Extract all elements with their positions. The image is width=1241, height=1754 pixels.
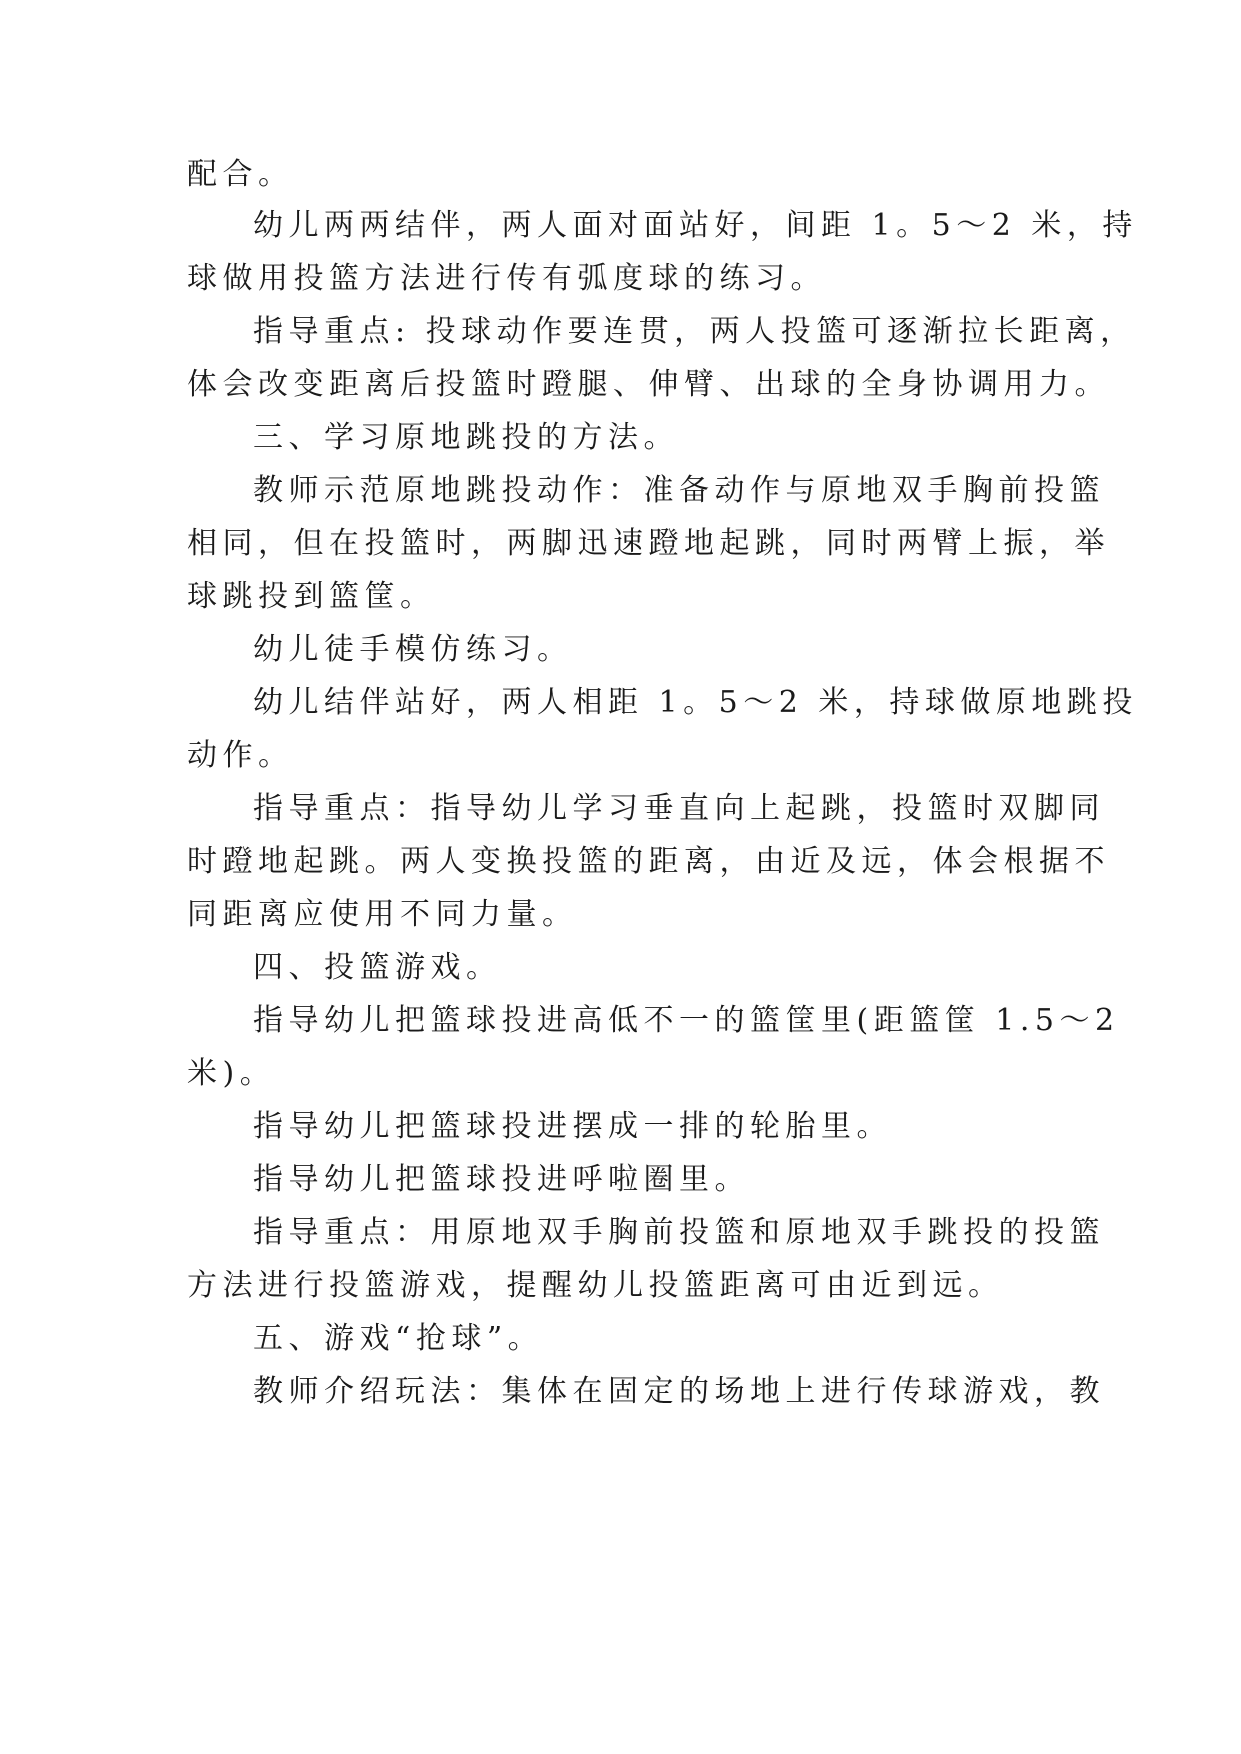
text-line: 教师示范原地跳投动作：准备动作与原地双手胸前投篮 xyxy=(253,473,1105,508)
text-line: 幼儿结伴站好，两人相距 1。5～2 米，持球做原地跳投 xyxy=(253,685,1138,720)
text-line: 指导幼儿把篮球投进呼啦圈里。 xyxy=(253,1162,750,1197)
text-line: 指导重点：指导幼儿学习垂直向上起跳，投篮时双脚同 xyxy=(253,791,1105,826)
text-line: 教师介绍玩法：集体在固定的场地上进行传球游戏，教 xyxy=(253,1374,1105,1409)
text-line: 方法进行投篮游戏，提醒幼儿投篮距离可由近到远。 xyxy=(187,1268,1004,1303)
text-line: 幼儿徒手模仿练习。 xyxy=(253,632,573,667)
text-line: 指导重点：用原地双手胸前投篮和原地双手跳投的投篮 xyxy=(253,1215,1105,1250)
text-line: 时蹬地起跳。两人变换投篮的距离，由近及远，体会根据不 xyxy=(187,844,1110,879)
section-heading: 五、游戏“抢球”。 xyxy=(253,1321,544,1356)
text-line: 配合。 xyxy=(187,157,294,192)
text-line: 米)。 xyxy=(187,1056,276,1091)
text-line: 球做用投篮方法进行传有弧度球的练习。 xyxy=(187,261,826,296)
section-heading: 四、投篮游戏。 xyxy=(253,950,502,985)
text-line: 动作。 xyxy=(187,738,294,773)
text-line: 体会改变距离后投篮时蹬腿、伸臂、出球的全身协调用力。 xyxy=(187,367,1110,402)
section-heading: 三、学习原地跳投的方法。 xyxy=(253,420,679,455)
text-line: 幼儿两两结伴，两人面对面站好，间距 1。5～2 米，持 xyxy=(253,208,1138,243)
text-line: 同距离应使用不同力量。 xyxy=(187,897,578,932)
text-line: 指导幼儿把篮球投进高低不一的篮筐里(距篮筐 1.5～2 xyxy=(253,1003,1120,1038)
text-line: 指导重点: 投球动作要连贯，两人投篮可逐渐拉长距离， xyxy=(253,314,1136,349)
text-line: 相同，但在投篮时，两脚迅速蹬地起跳，同时两臂上振，举 xyxy=(187,526,1110,561)
text-line: 球跳投到篮筐。 xyxy=(187,579,436,614)
text-line: 指导幼儿把篮球投进摆成一排的轮胎里。 xyxy=(253,1109,892,1144)
